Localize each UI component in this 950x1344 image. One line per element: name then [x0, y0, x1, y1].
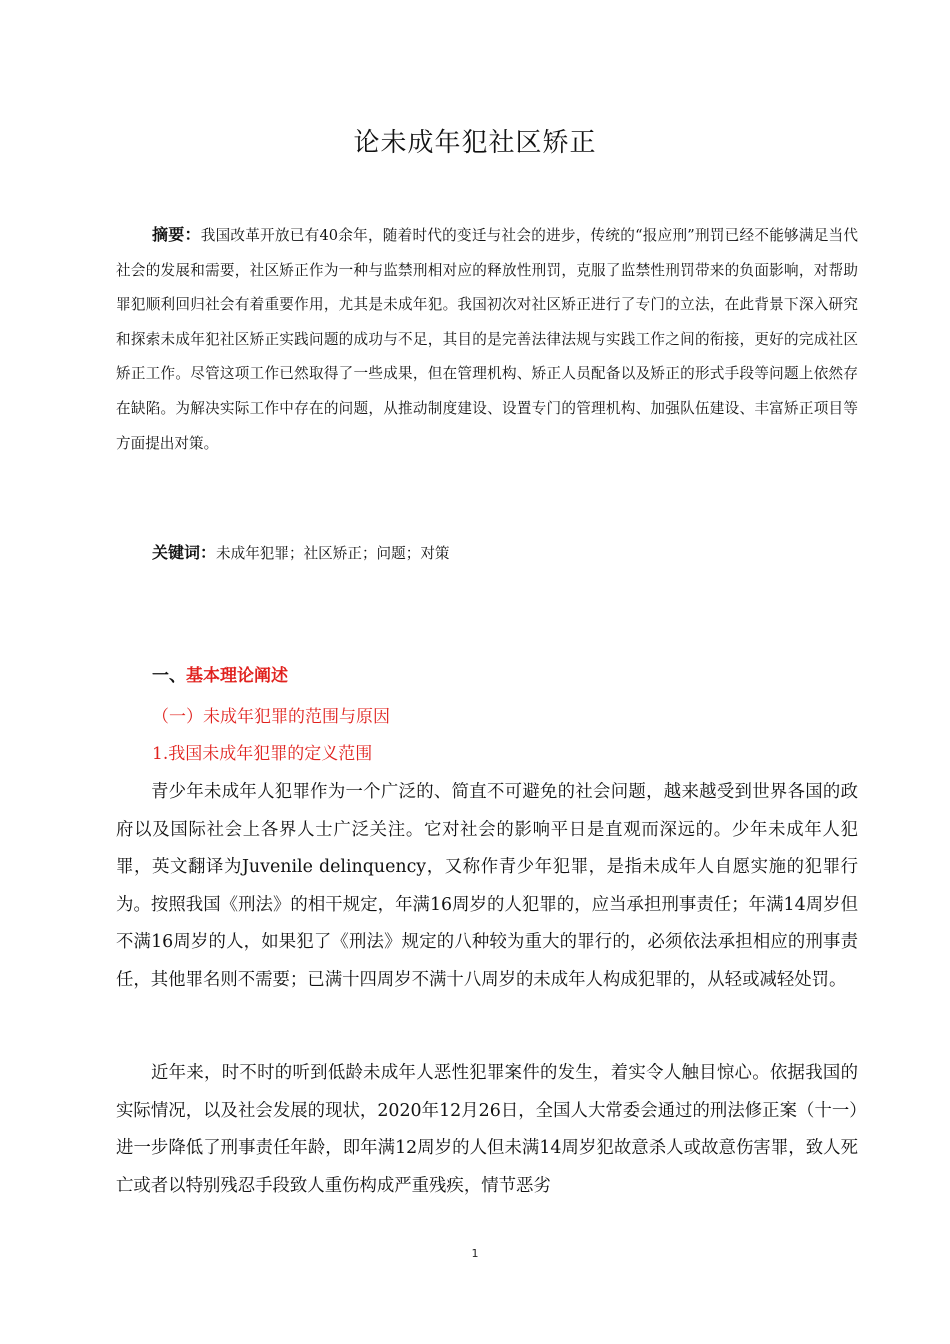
subsection-heading: （一）未成年犯罪的范围与原因: [152, 707, 390, 727]
page-number: 1: [471, 1247, 479, 1260]
abstract-text: 我国改革开放已有40余年，随着时代的变迁与社会的进步，传统的“报应刑”刑罚已经不能够满足当代社会的发展和需要，社区矫正作为一种与监禁刑相对应的释放性刑罚，克服了监禁性刑罚带来的负面影响，对帮助罪犯顺利回归社会有着重要作用，尤其是未成年犯。我国初次对社区矫正进行了专门的立法，在此背景下深入研究和探索未成年犯社区矫正实践问题的成功与不足，其目的是完善法律法规与实践工作之间的衔接，更好的完成社区矫正工作。尽管这项工作已然取得了一些成果，但在管理机构、矫正人员配备以及矫正的形式手段等问题上依然存在缺陷。为解决实际工作中存在的问题，从推动制度建设、设置专门的管理机构、加强队伍建设、丰富矫正项目等方面提出对策。: [116, 227, 858, 452]
section-title: 基本理论阐述: [186, 666, 288, 686]
body-paragraph-1: 青少年未成年人犯罪作为一个广泛的、简直不可避免的社会问题，越来越受到世界各国的政府以及国际社会上各界人士广泛关注。它对社会的影响平日是直观而深远的。少年未成年人犯罪，英文翻译为Juvenile delinquency，又称作青少年犯罪，是指未成年人自愿实施的犯罪行为。按照我国《刑法》的相干规定，年满16周岁的人犯罪的，应当承担刑事责任；年满14周岁但不满16周岁的人，如果犯了《刑法》规定的八种较为重大的罪行的，必须依法承担相应的刑事责任，其他罪名则不需要；已满十四周岁不满十八周岁的未成年人构成犯罪的，从轻或减轻处罚。: [116, 782, 858, 990]
keywords-text: 未成年犯罪；社区矫正；问题；对策: [216, 545, 450, 562]
abstract-paragraph: [116, 218, 858, 461]
subsubsection-heading: 1.我国未成年犯罪的定义范围: [152, 744, 373, 764]
keywords-line: [152, 540, 450, 563]
abstract-label: 摘要：: [152, 225, 201, 244]
keywords-label: 关键词：: [152, 543, 217, 562]
document-title: 论未成年犯社区矫正: [353, 128, 597, 158]
body-paragraph-2: 近年来，时不时的听到低龄未成年人恶性犯罪案件的发生，着实令人触目惊心。依据我国的实际情况，以及社会发展的现状，2020年12月26日，全国人大常委会通过的刑法修正案（十一）进一步降低了刑事责任年龄，即年满12周岁的人但未满14周岁犯故意杀人或故意伤害罪，致人死亡或者以特别残忍手段致人重伤构成严重残疾，情节恶劣: [116, 1063, 858, 1196]
section-heading: [152, 661, 288, 686]
section-number: 一、: [152, 666, 186, 686]
